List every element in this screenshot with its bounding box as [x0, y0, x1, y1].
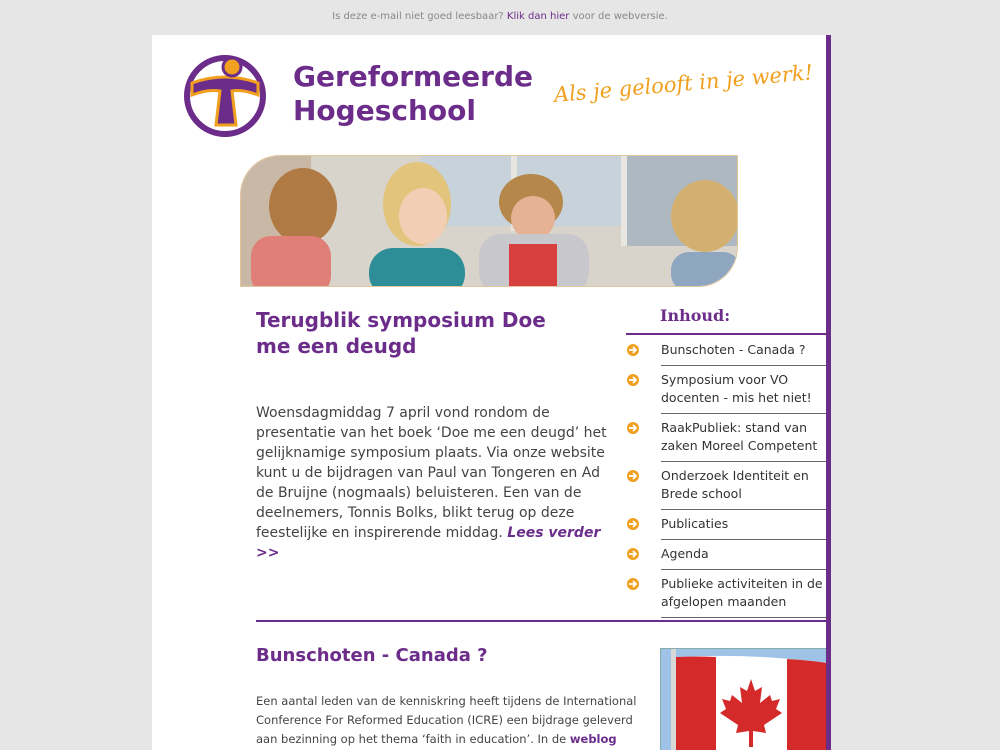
article-body-text: Woensdagmiddag 7 april vond rondom de presentatie van het boek ‘Doe me een deugd’ het gelijknamige symposium plaats. Via onze website kunt u de bijdragen van Paul van Tongeren en Ad de Bruijne (nogmaals) beluisteren. Een van de deelnemers, Tonnis Bolks, blikt terug op deze feestelijke en inspirerende middag.: [256, 405, 607, 541]
tagline: Als je gelooft in je werk!: [552, 60, 814, 107]
toc-item-label[interactable]: RaakPubliek: stand van zaken Moreel Competent: [661, 420, 818, 453]
section-body: [256, 692, 648, 749]
toc-item-label[interactable]: Bunschoten - Canada ?: [661, 342, 806, 357]
brand-name-line2: Hogeschool: [293, 94, 476, 127]
webversion-link[interactable]: Klik dan hier: [506, 11, 570, 22]
orange-arrow-circle-icon: [626, 373, 640, 387]
read-more-link[interactable]: Lees verder >>: [256, 525, 601, 561]
toc-list: [626, 336, 826, 618]
toc-item[interactable]: [661, 336, 826, 366]
toc-item[interactable]: [661, 510, 826, 540]
toc-item[interactable]: [661, 366, 826, 414]
orange-arrow-circle-icon: [626, 421, 640, 435]
section-body-text: Een aantal leden van de kenniskring heeft tijdens de International Conference For Reformed Education (ICRE) een bijdrage geleverd aan bezinning op het thema ‘faith in education’. In de: [256, 694, 637, 746]
orange-arrow-circle-icon: [626, 343, 640, 357]
orange-arrow-circle-icon: [626, 469, 640, 483]
orange-arrow-circle-icon: [626, 547, 640, 561]
section-divider: [256, 620, 826, 622]
toc-item-label[interactable]: Agenda: [661, 546, 709, 561]
brand-name-line1: Gereformeerde: [293, 60, 533, 93]
brand-name: [293, 60, 533, 128]
section-title: Bunschoten - Canada ?: [256, 645, 488, 666]
article-body: [256, 403, 610, 563]
orange-arrow-circle-icon: [626, 517, 640, 531]
toc-item-label[interactable]: Onderzoek Identiteit en Brede school: [661, 468, 809, 501]
toc-item[interactable]: [661, 414, 826, 462]
weblog-link[interactable]: weblog: [569, 732, 617, 746]
logo-icon: [182, 53, 268, 139]
preheader-text-after: voor de webversie.: [569, 11, 668, 22]
article-title: Terugblik symposium Doe me een deugd: [256, 308, 546, 358]
preheader-text: Is deze e-mail niet goed leesbaar?: [332, 11, 507, 22]
toc-divider: [626, 333, 826, 335]
toc-item[interactable]: [661, 570, 826, 618]
banner-photo: [240, 155, 738, 287]
toc-item-label[interactable]: Publicaties: [661, 516, 729, 531]
newsletter-card: [152, 35, 831, 750]
toc-item[interactable]: [661, 540, 826, 570]
orange-arrow-circle-icon: [626, 577, 640, 591]
toc-item-label[interactable]: Publieke activiteiten in de afgelopen maanden: [661, 576, 823, 609]
preheader: [0, 11, 1000, 22]
canada-flag-photo: [660, 648, 828, 750]
toc-heading: Inhoud:: [660, 306, 731, 325]
toc-item[interactable]: [661, 462, 826, 510]
toc-item-label[interactable]: Symposium voor VO docenten - mis het niet!: [661, 372, 812, 405]
